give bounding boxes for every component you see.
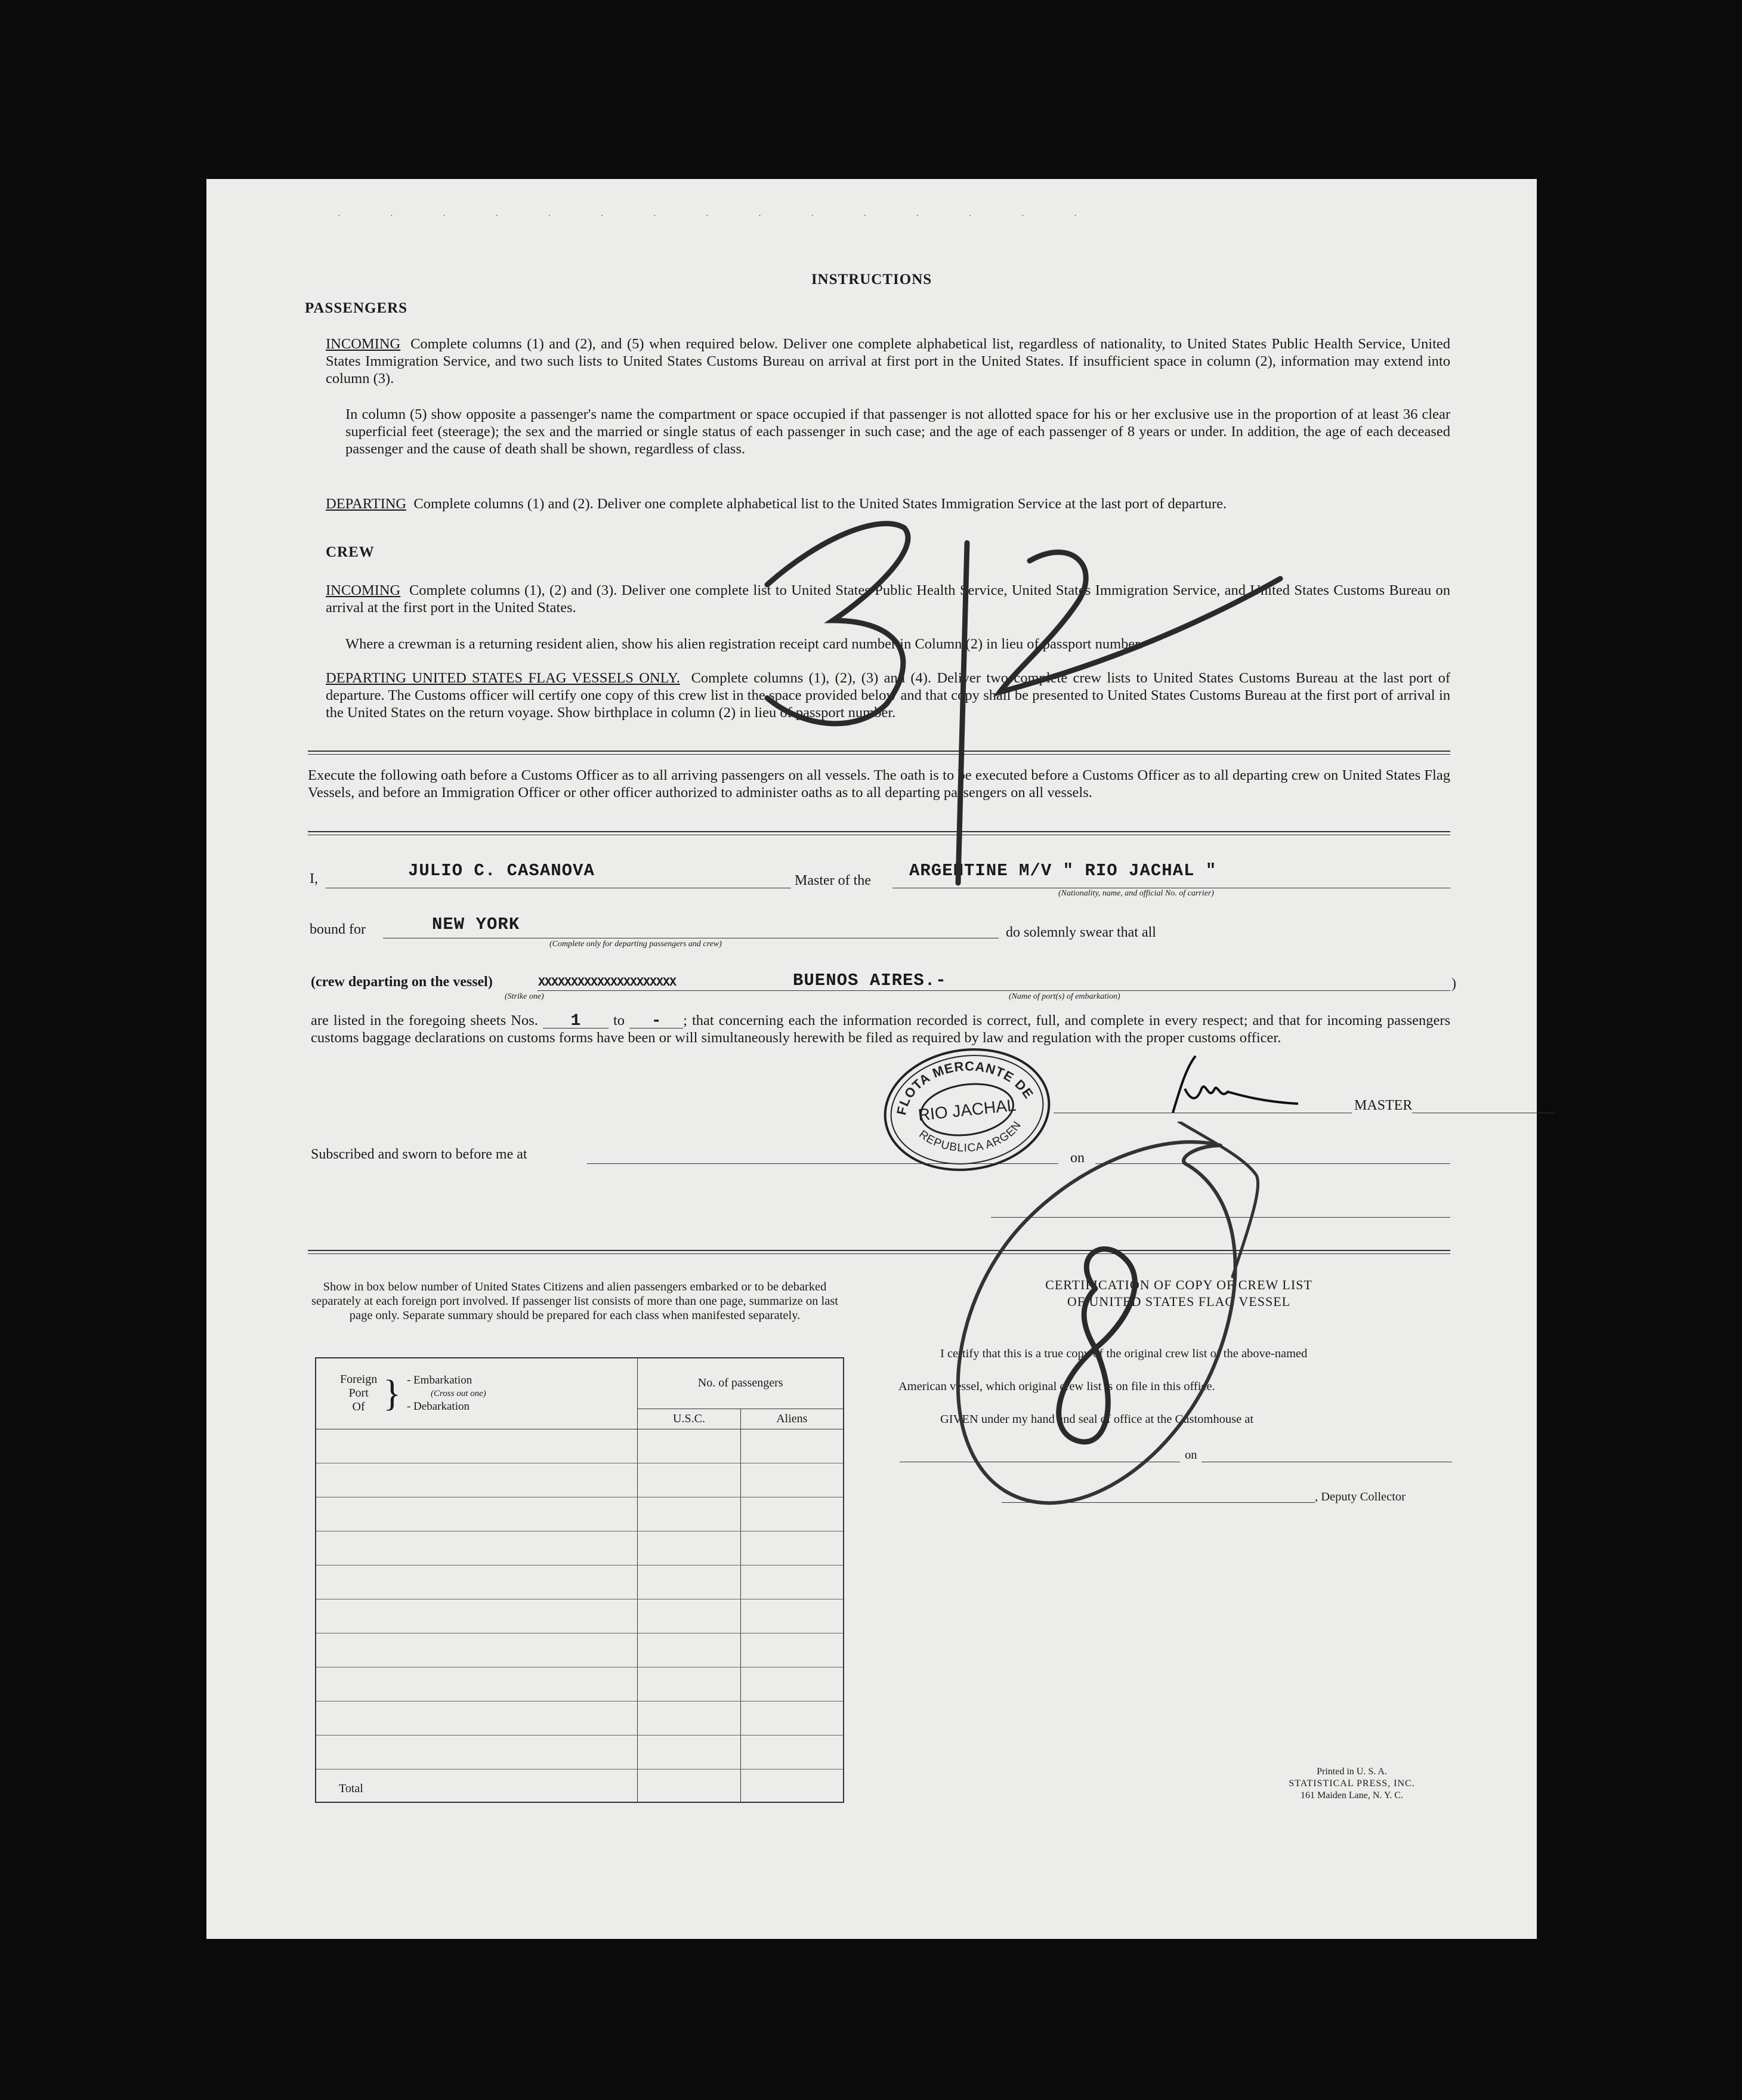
- table-row: [316, 1531, 844, 1565]
- certification-line2: American vessel, which original crew list is on file in this office.: [898, 1380, 1215, 1393]
- table-row: [316, 1701, 844, 1735]
- crew-incoming-paragraph: [326, 582, 1450, 616]
- deputy-line: [1002, 1502, 1315, 1503]
- oath-intro: Execute the following oath before a Customs Officer as to all arriving passengers on all vessels. The oath is to be executed before a Customs Officer as to all departing crew on United States Flag Vessels, and before an Immigration Officer or other officer authorized to administer oaths as to all departing passengers on all vessels.: [308, 767, 1450, 801]
- master-of-label: Master of the: [795, 873, 871, 888]
- aliens-header: Aliens: [740, 1409, 844, 1429]
- table-row: [316, 1463, 844, 1497]
- crewman-paragraph: Where a crewman is a returning resident alien, show his alien registration receipt card number in Column (2) in lieu of passport number.: [345, 636, 1143, 652]
- officer-line: [991, 1217, 1450, 1218]
- master-signature: [1149, 1047, 1304, 1119]
- document-page: [206, 179, 1537, 1939]
- column5-paragraph: In column (5) show opposite a passenger's name the compartment or space occupied if that passenger is not allotted space for his or her exclusive use in the proportion of at least 36 clear superficial feet (steerage); the sex and the married or single status of each passenger in such case; and the age of each passenger of 8 years or under. In addition, the age of each deceased passenger and the cause of death shall be shown, regardless of class.: [345, 406, 1450, 457]
- struck-text: XXXXXXXXXXXXXXXXXXXXX: [538, 976, 677, 990]
- embark-line: [538, 990, 1450, 991]
- continuation-text: ; that concerning each the information recorded is correct, full, and complete in every respect; and that for incoming passengers customs baggage declarations on customs forms have been or will simultaneously herewith be filed as required by law and regulation with the proper customs officer.: [311, 1012, 1451, 1046]
- certification-title-line1: CERTIFICATION OF COPY OF CREW LIST: [1045, 1277, 1312, 1292]
- table-row: [316, 1633, 844, 1667]
- master-label: MASTER: [1352, 1098, 1412, 1114]
- subscribed-on-label: on: [1070, 1150, 1085, 1166]
- brace: }: [383, 1373, 401, 1414]
- box-instructions: Show in box below number of United States Citizens and alien passengers embarked or to be debarked separately at each foreign port involved. If passenger list consists of more than one page, summarize on last page only. Separate summary should be prepared for each class when manifested separately.: [311, 1280, 838, 1322]
- subscribed-on-line: [1095, 1163, 1450, 1164]
- printer-line1: Printed in U. S. A.: [1317, 1767, 1387, 1777]
- divider-rule: [308, 751, 1450, 755]
- passengers-heading: PASSENGERS: [305, 300, 408, 316]
- no-passengers-header: No. of passengers: [638, 1358, 844, 1409]
- embark-port-value: BUENOS AIRES.-: [793, 971, 947, 990]
- departing-label: DEPARTING: [326, 496, 407, 512]
- sheets-label: are listed in the foregoing sheets Nos.: [311, 1012, 538, 1029]
- foreign-label: Foreign: [340, 1373, 378, 1386]
- passengers-incoming-paragraph: [326, 335, 1450, 387]
- departing-flag-paragraph: [326, 669, 1450, 721]
- port-label: Port: [348, 1386, 369, 1400]
- foreign-port-label: [340, 1373, 377, 1414]
- master-name-value: JULIO C. CASANOVA: [408, 861, 595, 881]
- sheet-from-value: 1: [543, 1015, 609, 1029]
- embarkation-label: - Embarkation: [406, 1373, 472, 1386]
- total-row: [316, 1769, 844, 1802]
- table-row: [316, 1599, 844, 1633]
- bound-for-caption: (Complete only for departing passengers and crew): [549, 940, 722, 949]
- departing-flag-label: DEPARTING UNITED STATES FLAG VESSELS ONLY.: [326, 670, 680, 686]
- of-label: Of: [352, 1400, 365, 1414]
- oath-i-label: I,: [310, 871, 318, 887]
- cross-out-label: (Cross out one): [430, 1388, 486, 1398]
- certification-on-label: on: [1185, 1449, 1197, 1462]
- printer-info: [1262, 1766, 1441, 1802]
- stamp-graphic: [875, 1032, 1054, 1181]
- stamp: [875, 1032, 1054, 1181]
- crew-incoming-text: Complete columns (1), (2) and (3). Deliver one complete list to United States Public Health Service, United States Immigration Service, and United States Customs Bureau on arrival at the first port in the United States.: [326, 582, 1451, 616]
- divider-rule-2: [308, 831, 1450, 835]
- usc-header: U.S.C.: [638, 1409, 740, 1429]
- departing-text: Complete columns (1) and (2). Deliver one complete alphabetical list to the United States Immigration Service at the last port of departure.: [413, 496, 1227, 512]
- vessel-value: ARGENTINE M/V " RIO JACHAL ": [909, 861, 1217, 881]
- close-paren: ): [1451, 976, 1456, 992]
- subscribed-line: [587, 1163, 1058, 1164]
- strike-caption: (Strike one): [505, 992, 544, 1001]
- crew-departing-label: (crew departing on the vessel): [311, 974, 493, 990]
- departing-flag-text: Complete columns (1), (2), (3) and (4). Deliver two complete crew lists to United States Customs Bureau at the last port of departure. The Customs officer will certify one copy of this crew list in the space provided below and that copy shall be presented to United States Customs Bureau at the first port of arrival in the United States on the return voyage. Show birthplace in column (2) in lieu of passport number.: [326, 670, 1450, 721]
- embark-caption: (Name of port(s) of embarkation): [1009, 992, 1120, 1001]
- crew-incoming-label: INCOMING: [326, 582, 401, 598]
- divider-rule-3: [308, 1250, 1450, 1254]
- certification-title: [904, 1277, 1453, 1310]
- scan-specks: · · · · · · · · · · · · · · ·: [338, 212, 1101, 221]
- to-label: to: [613, 1012, 625, 1029]
- swear-label: do solemnly swear that all: [1006, 925, 1156, 940]
- table-row: [316, 1565, 844, 1599]
- table-row: [316, 1667, 844, 1701]
- embark-debark-labels: [407, 1374, 486, 1413]
- bound-for-label: bound for: [310, 922, 366, 937]
- certification-title-line2: OF UNITED STATES FLAG VESSEL: [1067, 1294, 1291, 1309]
- bound-for-value: NEW YORK: [432, 915, 520, 934]
- incoming-label: INCOMING: [326, 336, 401, 352]
- table-row: [316, 1735, 844, 1769]
- certification-line1: I certify that this is a true copy of the original crew list of the above-named: [940, 1347, 1308, 1360]
- printer-line3: 161 Maiden Lane, N. Y. C.: [1301, 1790, 1403, 1801]
- sheet-to-value: -: [629, 1015, 683, 1029]
- passenger-summary-table: [315, 1357, 844, 1803]
- subscribed-label: Subscribed and sworn to before me at: [311, 1147, 527, 1162]
- printer-line2: STATISTICAL PRESS, INC.: [1289, 1778, 1415, 1789]
- instructions-title: INSTRUCTIONS: [811, 271, 932, 288]
- passengers-departing-paragraph: [326, 495, 1450, 512]
- stamp-bottom-text: REPUBLICA ARGEN: [916, 1119, 1024, 1155]
- incoming-text: Complete columns (1) and (2), and (5) when required below. Deliver one complete alphabetical list, regardless of nationality, to United States Public Health Service, United States Immigration Service, and two such lists to United States Customs Bureau on arrival at first port in the United States. If insufficient space in column (2), information may extend into column (3).: [326, 336, 1451, 387]
- deputy-collector-label: , Deputy Collector: [1315, 1490, 1406, 1503]
- certification-line3: GIVEN under my hand and seal of office at the Customhouse at: [940, 1413, 1254, 1426]
- vessel-caption: (Nationality, name, and official No. of carrier): [1058, 889, 1214, 898]
- debarkation-label: - Debarkation: [406, 1400, 470, 1413]
- table-row: [316, 1497, 844, 1531]
- table-row: [316, 1429, 844, 1463]
- total-label: Total: [316, 1769, 638, 1802]
- crew-heading: CREW: [326, 544, 375, 560]
- stamp-top-text: FLOTA MERCANTE DE: [894, 1058, 1037, 1117]
- stamp-center-text: RIO JACHAL: [917, 1095, 1017, 1125]
